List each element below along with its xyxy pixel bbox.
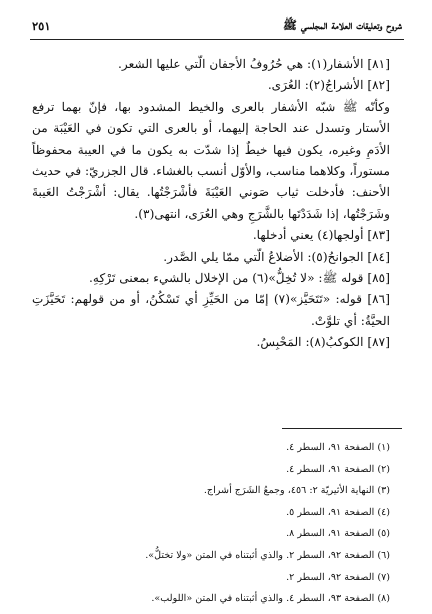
entry-82: [٨٢] الأشراجُ(٢): العُرَى.: [267, 78, 390, 93]
entry-83: [٨٣] أولجها(٤) يعني أدخلها.: [252, 228, 390, 243]
entry-84: [٨٤] الجوانحُ(٥): الأضلاعُ الّتي ممّا يلي الصَّدر.: [163, 249, 390, 264]
footnote-6: (٦) الصفحة ٩٢، السطر ٢. والذي أثبتناه في المتن «ولا تختلُّ».: [145, 549, 390, 561]
footnote-8: (٨) الصفحة ٩٣، السطر ٤. والذي أثبتناه في المتن «اللولب».: [151, 593, 390, 605]
commentary-paragraph: وكأنّه ﷺ شبّه الأشفار بالعرى والخيط المشدود بها، فإنّ بهما ترفع الأستار وتسدل عند الحاجة إليهما، أو بالعرى التي تكون في العَيْبَة من الأدَمِ وغيره، يكون فيها خيطٌ إذا شدّت به يكون ما في العيبة محفوظاً مستوراً، وكلاهما مناسب، والأوّل أنسب بالغشاء. قال الجزريّ: في حديث الأحنف: فأدخلت ثياب صَوني العَيْبَةَ فأشْرَجْتُها. يقال: أشْرَجْتُ العَيبةَ وشَرَجْتُها، إذا شَدَدْتَها بالشَّرَجِ وهي العُرَى، انتهى(٣).: [32, 99, 390, 221]
entry-86: [٨٦] قوله: «تَتَحَيَّز»(٧) إمّا من الحَيِّزِ أي تَسْكُنُ، أو من قولهم: تَحَيَّزَتِ الحيَّةُ: أي تلوَّتْ.: [32, 292, 390, 328]
footnote-divider: [282, 428, 402, 429]
main-text: [32, 54, 402, 354]
page-number: ٢٥١: [32, 19, 51, 33]
footnote-2: (٢) الصفحة ٩١، السطر ٤.: [286, 463, 390, 475]
header-title: شروح وتعليقات العلامة المجلسي ﷺ: [282, 17, 402, 32]
entry-81: [٨١] الأشفار(١): هي حُرُوفُ الأجفان الّتي عليها الشعر.: [118, 57, 390, 71]
footnote-3: (٣) النهاية الأثيريّة ٢: ٤٥٦، وجمعُ الشَرَج أشراج.: [203, 485, 390, 497]
entry-87: [٨٧] الكوكبُ(٨): المَحْبِسُ.: [256, 335, 390, 350]
footnote-5: (٥) الصفحة ٩١، السطر ٨.: [286, 528, 390, 540]
footnote-1: (١) الصفحة ٩١، السطر ٤.: [286, 442, 390, 453]
running-header: [32, 16, 402, 36]
entry-85: [٨٥] قوله ﷺ: «لا تُخِلُّ»(٦) من الإخلال بالشيء بمعنى تَرْكِهِ.: [89, 271, 390, 286]
footnote-4: (٤) الصفحة ٩١، السطر ٥.: [286, 506, 390, 518]
footnote-7: (٧) الصفحة ٩٢، السطر ٢.: [286, 571, 390, 583]
header-divider: [30, 39, 404, 40]
footnotes: [32, 437, 402, 610]
